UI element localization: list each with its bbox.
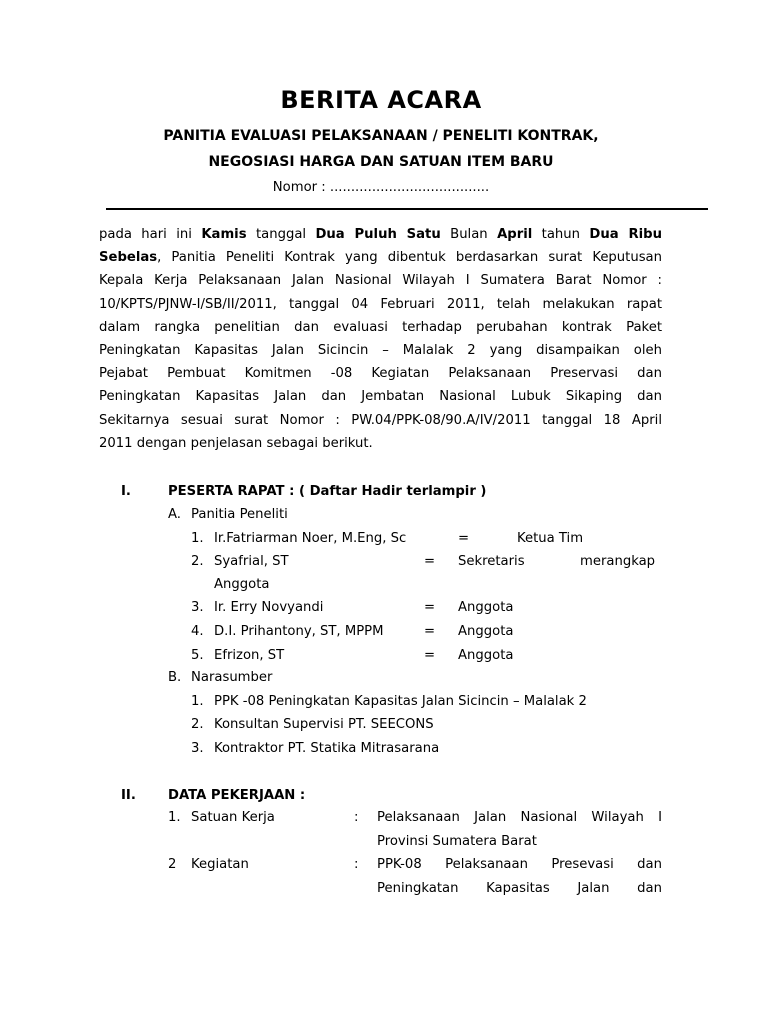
member-role: Sekretaris [458,554,525,569]
data-item-label: Kegiatan [191,857,249,872]
member-role: Anggota [458,600,514,615]
data-item-value: PPK-08 Pelaksanaan Presevasi dan [377,857,662,872]
section-2-heading: DATA PEKERJAAN : [168,788,306,803]
group-a-letter: A. [168,507,181,522]
member-number: 2. [191,554,204,569]
paragraph-line: dalam rangka penelitian dan evaluasi terhadap perubahan kontrak Paket [99,319,662,335]
data-item-value: Peningkatan Kapasitas Jalan dan [377,881,662,896]
member-equals: = [458,531,470,546]
source-text: Konsultan Supervisi PT. SEECONS [214,717,434,732]
paragraph-line: Kepala Kerja Pelaksanaan Jalan Nasional Wilayah I Sumatera Barat Nomor : [99,273,662,289]
member-equals: = [424,648,436,663]
member-name: Ir.Fatriarman Noer, M.Eng, Sc [214,531,407,546]
subtitle-line-1: PANITIA EVALUASI PELAKSANAAN / PENELITI KONTRAK, [163,128,599,144]
member-name: D.I. Prihantony, ST, MPPM [214,624,384,639]
source-number: 3. [191,741,204,756]
member-name: Ir. Erry Novyandi [214,600,324,615]
member-role: Anggota [214,577,270,592]
group-b-letter: B. [168,670,182,685]
source-text: PPK -08 Peningkatan Kapasitas Jalan Sicincin – Malalak 2 [214,694,587,709]
section-1-numeral: I. [121,484,131,499]
section-2-numeral: II. [121,788,136,803]
member-role: Ketua Tim [517,531,584,546]
data-item-colon: : [354,857,359,872]
source-text: Kontraktor PT. Statika Mitrasarana [214,741,440,756]
paragraph-line: Sekitarnya sesuai surat Nomor : PW.04/PPK-08/90.A/IV/2011 tanggal 18 April [99,412,662,428]
data-item-value: Provinsi Sumatera Barat [377,834,537,849]
paragraph-line: pada hari ini Kamis tanggal Dua Puluh Satu Bulan April tahun Dua Ribu [99,227,662,242]
paragraph-line: Peningkatan Kapasitas Jalan dan Jembatan Nasional Lubuk Sikaping dan [99,389,662,405]
group-b-label: Narasumber [191,670,273,685]
document-number: Nomor : ...................................... [272,180,490,195]
paragraph-line: Pejabat Pembuat Komitmen -08 Kegiatan Pelaksanaan Preservasi dan [99,366,662,382]
member-role: Anggota [458,624,514,639]
source-number: 1. [191,694,204,709]
source-number: 2. [191,717,204,732]
member-equals: = [424,554,436,569]
member-role: Anggota [458,648,514,663]
paragraph-line: 10/KPTS/PJNW-I/SB/II/2011, tanggal 04 Februari 2011, telah melakukan rapat [99,296,662,312]
data-item-label: Satuan Kerja [191,810,275,825]
data-item-colon: : [354,810,359,825]
member-role: merangkap [580,554,656,569]
paragraph-line: Sebelas, Panitia Peneliti Kontrak yang dibentuk berdasarkan surat Keputusan [99,250,662,266]
section-1-heading: PESERTA RAPAT : ( Daftar Hadir terlampir ) [168,484,487,499]
member-name: Efrizon, ST [214,648,285,663]
subtitle-line-2: NEGOSIASI HARGA DAN SATUAN ITEM BARU [208,154,554,170]
member-number: 1. [191,531,204,546]
group-a-label: Panitia Peneliti [191,507,288,522]
header-divider [106,208,708,210]
member-number: 4. [191,624,204,639]
data-item-number: 2 [168,857,177,872]
paragraph-line: Peningkatan Kapasitas Jalan Sicincin – Malalak 2 yang disampaikan oleh [99,342,662,358]
member-number: 5. [191,648,204,663]
member-equals: = [424,624,436,639]
paragraph-line: 2011 dengan penjelasan sebagai berikut. [99,435,373,451]
member-equals: = [424,600,436,615]
document-title: BERITA ACARA [280,86,482,114]
data-item-number: 1. [168,810,181,825]
opening-paragraph [99,223,662,455]
member-name: Syafrial, ST [214,554,289,569]
data-item-value: Pelaksanaan Jalan Nasional Wilayah I [377,810,662,825]
member-number: 3. [191,600,204,615]
